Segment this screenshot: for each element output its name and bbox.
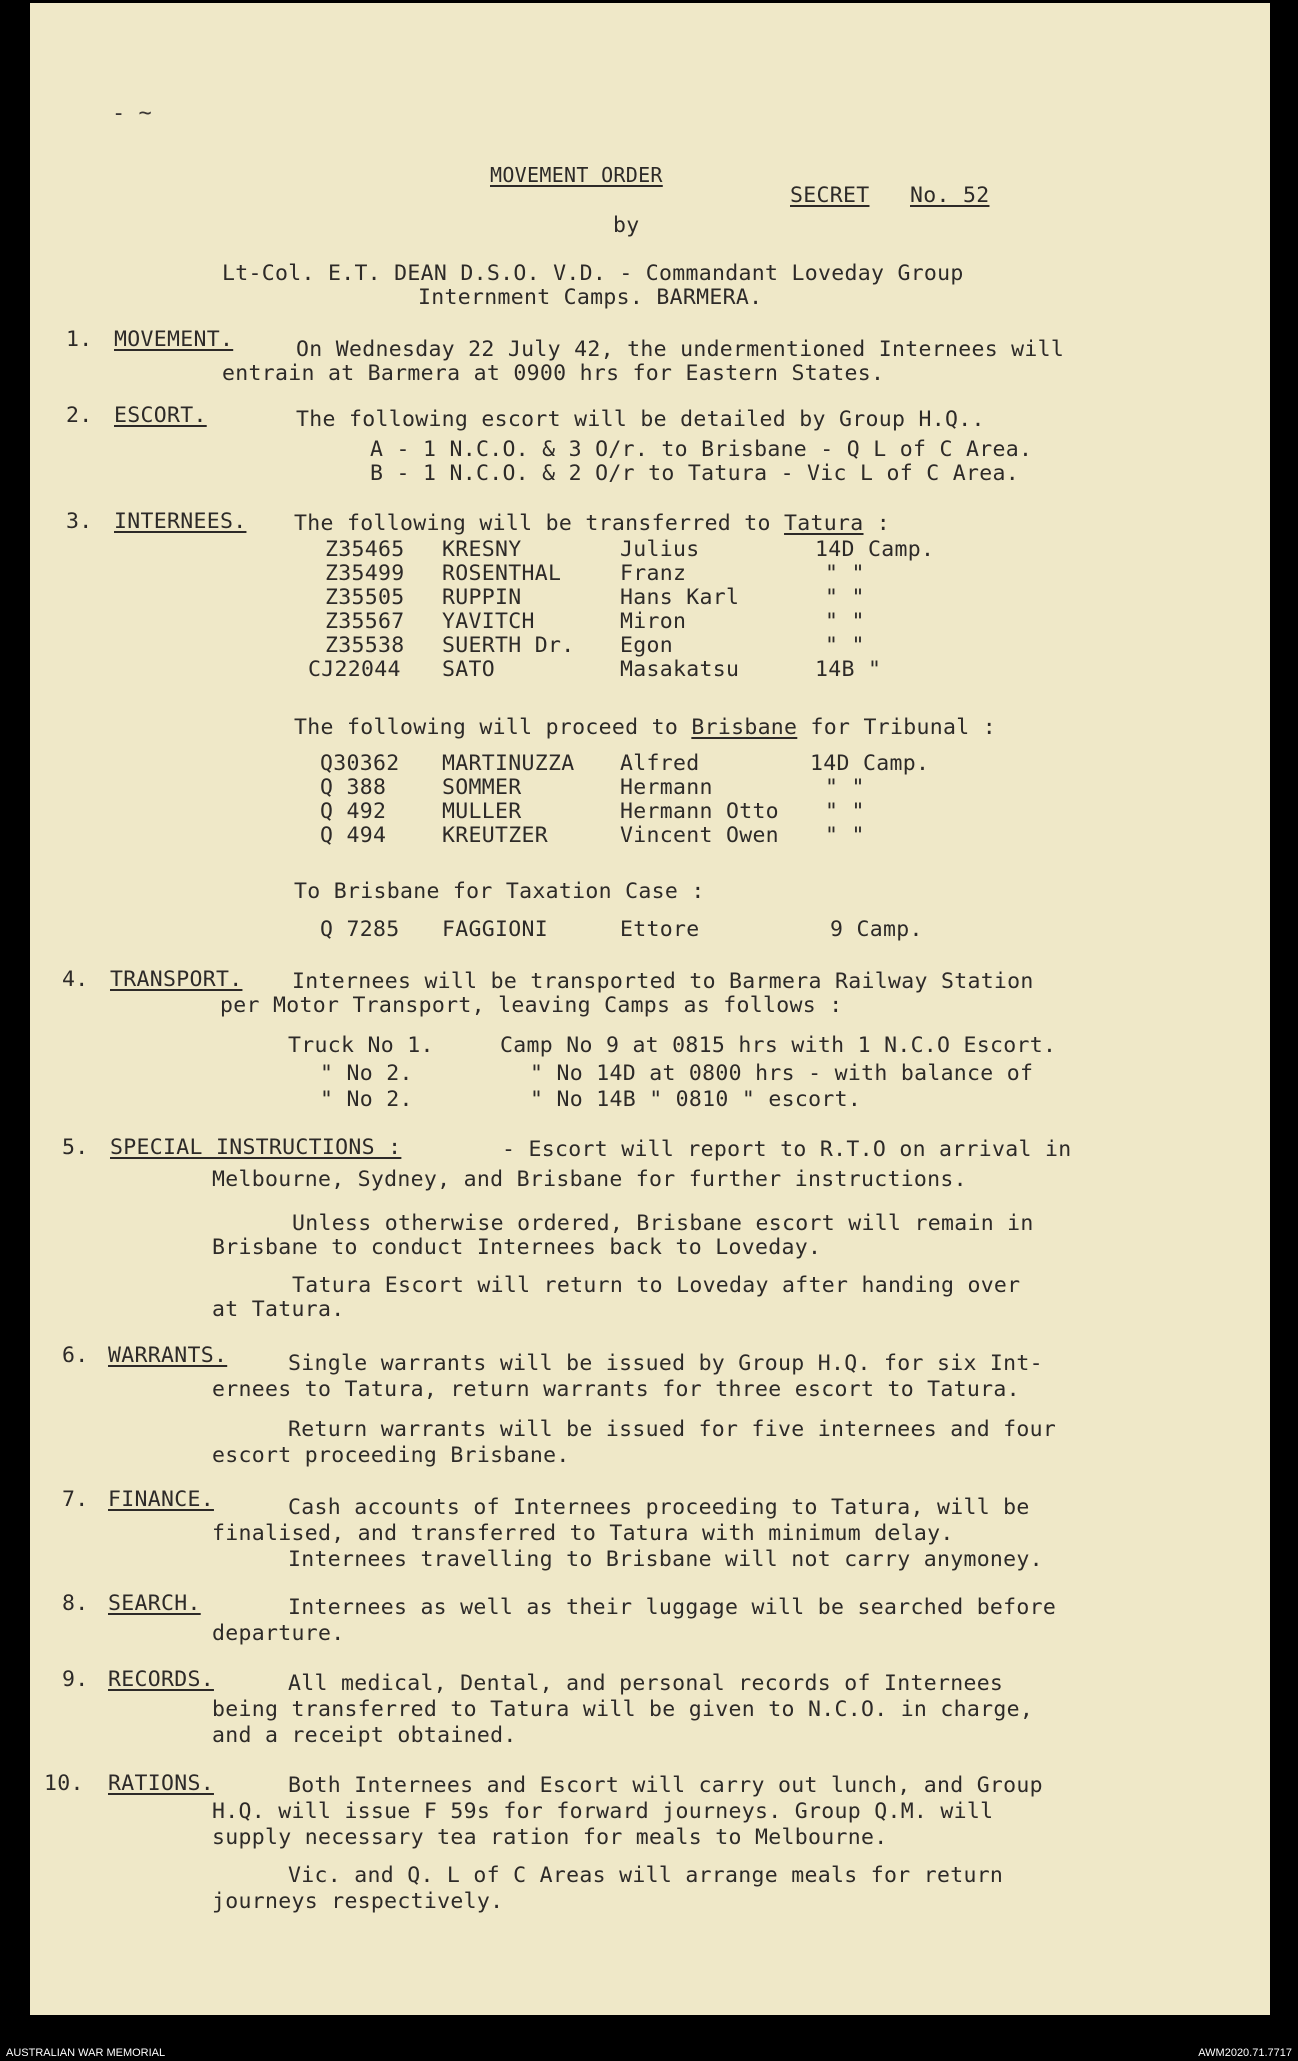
internee-camp: 9 Camp. <box>830 917 923 942</box>
rations-line-3: supply necessary tea ration for meals to Melbourne. <box>212 1825 888 1850</box>
section-heading-finance: FINANCE. <box>108 1487 214 1512</box>
warrants-line-3: Return warrants will be issued for five internees and four <box>288 1417 1057 1442</box>
internee-given: Hans Karl <box>620 585 740 610</box>
internee-id: Q 388 <box>320 775 387 800</box>
internee-id: Z35538 <box>325 633 405 658</box>
internee-surname: YAVITCH <box>442 609 535 634</box>
section-number: 5. <box>62 1135 89 1160</box>
internee-id: Z35567 <box>325 609 405 634</box>
warrants-line-4: escort proceeding Brisbane. <box>212 1443 570 1468</box>
internee-surname: SOMMER <box>442 775 522 800</box>
archive-footer <box>0 2036 1298 2061</box>
internee-given: Masakatsu <box>620 657 740 682</box>
section-heading-transport: TRANSPORT. <box>110 967 243 992</box>
movement-line-2: entrain at Barmera at 0900 hrs for Eastern States. <box>222 361 885 386</box>
secret-label: SECRET <box>790 183 870 208</box>
internee-given: Franz <box>620 561 687 586</box>
internee-given: Hermann <box>620 775 713 800</box>
section-number: 7. <box>62 1487 89 1512</box>
transport-line-2: per Motor Transport, leaving Camps as follows : <box>220 993 843 1018</box>
internee-id: CJ22044 <box>308 657 401 682</box>
brisbane-intro: The following will proceed to Brisbane for Tribunal : <box>294 715 996 740</box>
movement-line-1: On Wednesday 22 July 42, the undermentioned Internees will <box>296 337 1065 362</box>
document-title: MOVEMENT ORDER <box>490 163 663 187</box>
order-number: No. 52 <box>910 183 990 208</box>
footer-accession-number: AWM2020.71.7717 <box>1198 2047 1292 2059</box>
internee-surname: RUPPIN <box>442 585 522 610</box>
internee-surname: ROSENTHAL <box>442 561 562 586</box>
internee-given: Ettore <box>620 917 700 942</box>
escort-line-3: B - 1 N.C.O. & 2 O/r to Tatura - Vic L of C Area. <box>370 461 1019 486</box>
internee-given: Egon <box>620 633 673 658</box>
warrants-line-1: Single warrants will be issued by Group H.Q. for six Int- <box>288 1351 1043 1376</box>
section-number: 1. <box>66 327 93 352</box>
internee-id: Z35505 <box>325 585 405 610</box>
escort-line-2: A - 1 N.C.O. & 3 O/r. to Brisbane - Q L of C Area. <box>370 437 1033 462</box>
transport-line-1: Internees will be transported to Barmera Railway Station <box>292 969 1034 994</box>
search-line-2: departure. <box>212 1621 345 1646</box>
author-line-2: Internment Camps. BARMERA. <box>418 285 763 310</box>
escort-line-1: The following escort will be detailed by Group H.Q.. <box>296 407 985 432</box>
search-line-1: Internees as well as their luggage will be searched before <box>288 1595 1057 1620</box>
internee-id: Q 7285 <box>320 917 400 942</box>
internee-given: Vincent Owen <box>620 823 779 848</box>
internee-camp: 14B " <box>815 657 882 682</box>
internee-surname: MARTINUZZA <box>442 751 575 776</box>
section-number: 3. <box>66 509 93 534</box>
finance-line-3: Internees travelling to Brisbane will not carry anymoney. <box>288 1547 1043 1572</box>
special-line-4: Brisbane to conduct Internees back to Loveday. <box>212 1235 822 1260</box>
section-heading-special-instructions: SPECIAL INSTRUCTIONS : <box>110 1135 402 1160</box>
section-number: 2. <box>66 403 93 428</box>
internee-surname: SUERTH Dr. <box>442 633 575 658</box>
internee-given: Alfred <box>620 751 700 776</box>
internee-camp: " " <box>825 823 865 848</box>
section-heading-internees: INTERNEES. <box>114 509 247 534</box>
section-heading-rations: RATIONS. <box>108 1771 214 1796</box>
internee-camp: " " <box>825 799 865 824</box>
section-heading-escort: ESCORT. <box>114 403 207 428</box>
rations-line-5: journeys respectively. <box>212 1889 504 1914</box>
rations-line-2: H.Q. will issue F 59s for forward journeys. Group Q.M. will <box>212 1799 994 1824</box>
internee-id: Z35499 <box>325 561 405 586</box>
taxation-heading: To Brisbane for Taxation Case : <box>294 879 705 904</box>
special-line-5: Tatura Escort will return to Loveday after handing over <box>292 1273 1021 1298</box>
section-number: 10. <box>44 1771 84 1796</box>
tatura-intro: The following will be transferred to Tatura : <box>294 511 891 536</box>
section-heading-search: SEARCH. <box>108 1591 201 1616</box>
internee-surname: KRESNY <box>442 537 522 562</box>
special-line-1: - Escort will report to R.T.O on arrival in <box>502 1137 1072 1162</box>
special-line-2: Melbourne, Sydney, and Brisbane for further instructions. <box>212 1167 967 1192</box>
footer-institution: AUSTRALIAN WAR MEMORIAL <box>6 2047 166 2059</box>
rations-line-4: Vic. and Q. L of C Areas will arrange meals for return <box>288 1863 1004 1888</box>
truck-label: " No 2. <box>320 1087 413 1112</box>
internee-surname: FAGGIONI <box>442 917 548 942</box>
section-heading-movement: MOVEMENT. <box>114 327 234 352</box>
internee-given: Hermann Otto <box>620 799 779 824</box>
internee-surname: MULLER <box>442 799 522 824</box>
section-number: 8. <box>62 1591 89 1616</box>
internee-camp: " " <box>825 561 865 586</box>
internee-id: Q 492 <box>320 799 387 824</box>
section-heading-records: RECORDS. <box>108 1667 214 1692</box>
section-number: 9. <box>62 1667 89 1692</box>
section-number: 6. <box>62 1343 89 1368</box>
internee-camp: " " <box>825 775 865 800</box>
internee-camp: " " <box>825 633 865 658</box>
truck-details: " No 14B " 0810 " escort. <box>530 1087 862 1112</box>
section-heading-warrants: WARRANTS. <box>108 1343 228 1368</box>
internee-camp: " " <box>825 585 865 610</box>
internee-camp: 14D Camp. <box>810 751 930 776</box>
truck-label: " No 2. <box>320 1061 413 1086</box>
finance-line-2: finalised, and transferred to Tatura with minimum delay. <box>212 1521 954 1546</box>
records-line-1: All medical, Dental, and personal records of Internees <box>288 1671 1004 1696</box>
finance-line-1: Cash accounts of Internees proceeding to Tatura, will be <box>288 1495 1030 1520</box>
internee-id: Q 494 <box>320 823 387 848</box>
rations-line-1: Both Internees and Escort will carry out lunch, and Group <box>288 1773 1043 1798</box>
document-page <box>30 3 1270 2015</box>
truck-details: Camp No 9 at 0815 hrs with 1 N.C.O Escort. <box>500 1033 1057 1058</box>
by-label: by <box>613 213 640 238</box>
records-line-3: and a receipt obtained. <box>212 1723 517 1748</box>
internee-surname: SATO <box>442 657 495 682</box>
internee-id: Q30362 <box>320 751 400 776</box>
ink-mark: - ~ <box>112 101 152 126</box>
internee-camp: 14D Camp. <box>815 537 935 562</box>
internee-given: Julius <box>620 537 700 562</box>
internee-surname: KREUTZER <box>442 823 548 848</box>
records-line-2: being transferred to Tatura will be given to N.C.O. in charge, <box>212 1697 1034 1722</box>
special-line-3: Unless otherwise ordered, Brisbane escort will remain in <box>292 1211 1034 1236</box>
internee-camp: " " <box>825 609 865 634</box>
author-line-1: Lt-Col. E.T. DEAN D.S.O. V.D. - Commandant Loveday Group <box>222 261 964 286</box>
section-number: 4. <box>62 967 89 992</box>
internee-id: Z35465 <box>325 537 405 562</box>
special-line-6: at Tatura. <box>212 1297 345 1322</box>
truck-label: Truck No 1. <box>288 1033 434 1058</box>
internee-given: Miron <box>620 609 687 634</box>
truck-details: " No 14D at 0800 hrs - with balance of <box>530 1061 1034 1086</box>
warrants-line-2: ernees to Tatura, return warrants for three escort to Tatura. <box>212 1377 1020 1402</box>
